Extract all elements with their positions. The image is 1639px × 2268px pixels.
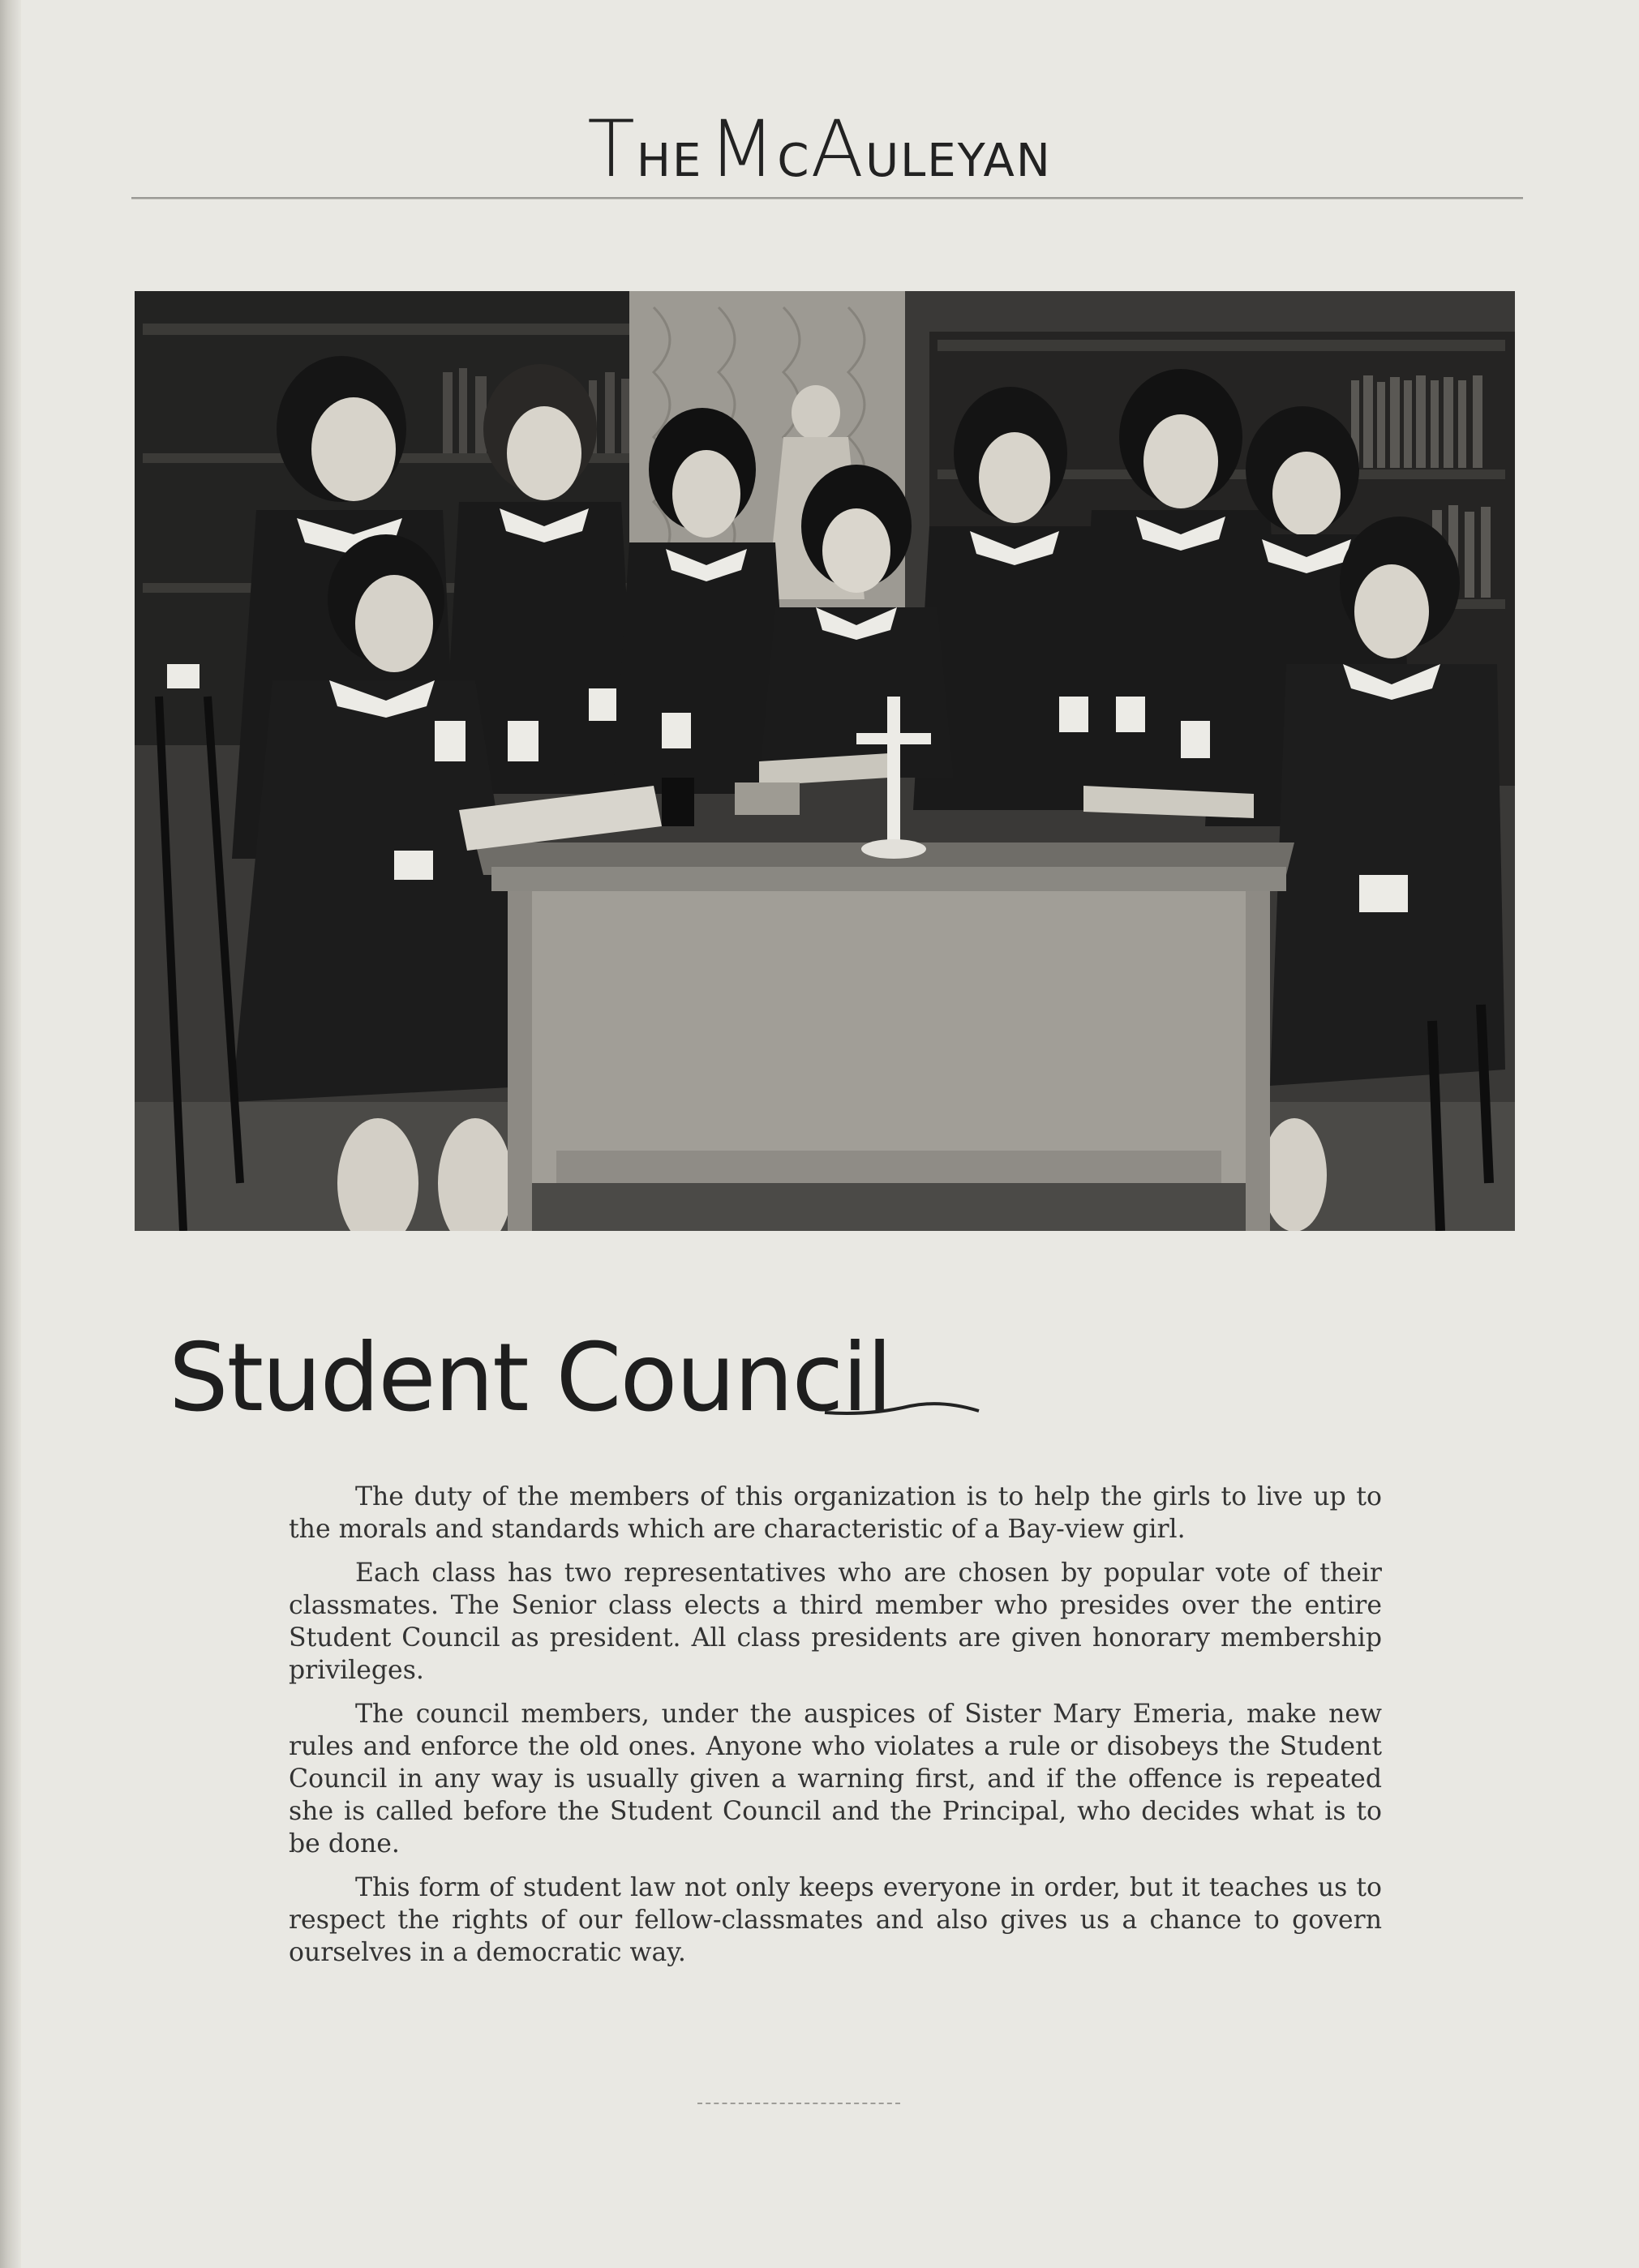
article-paragraph-4: This form of student law not only keeps everyone in order, but it teaches us to respect the rights of our fellow-classmates and also gives us a chance to govern ourselves in a democratic way.: [289, 1873, 1382, 1967]
header-a-initial: A: [810, 104, 866, 195]
header-the-rest: HE: [636, 135, 703, 187]
header-a-rest: ULEYAN: [865, 135, 1052, 187]
header-c-small: C: [777, 135, 811, 187]
page-header: [0, 104, 1639, 195]
group-photo-image: [135, 291, 1515, 1231]
article-paragraph-1: The duty of the members of this organization is to help the girls to live up to the morals and standards which are characteristic of a Bay-view girl.: [289, 1482, 1382, 1544]
article-title: Student Council: [169, 1323, 891, 1433]
article-paragraph-3: The council members, under the auspices of Sister Mary Emeria, make new rules and enforce the old ones. Anyone who violates a rule or disobeys the Student Council in any way is usually given a warning first, and if the offence is repeated she is called before the Student Council and the Principal, who decides what is to be done.: [289, 1700, 1382, 1859]
page-binding-edge: [0, 0, 21, 2268]
article-paragraph-2: Each class has two representatives who are chosen by popular vote of their classmates. The Senior class elects a third member who presides over the entire Student Council as president. All class presidents are given honorary membership privileges.: [289, 1558, 1382, 1685]
title-swash-decoration: [821, 1395, 983, 1419]
article-body: [289, 1481, 1382, 1980]
header-m-initial: M: [708, 104, 778, 195]
closing-rule: [697, 2103, 900, 2104]
header-rule: [131, 197, 1523, 199]
header-t-initial: T: [587, 104, 637, 195]
